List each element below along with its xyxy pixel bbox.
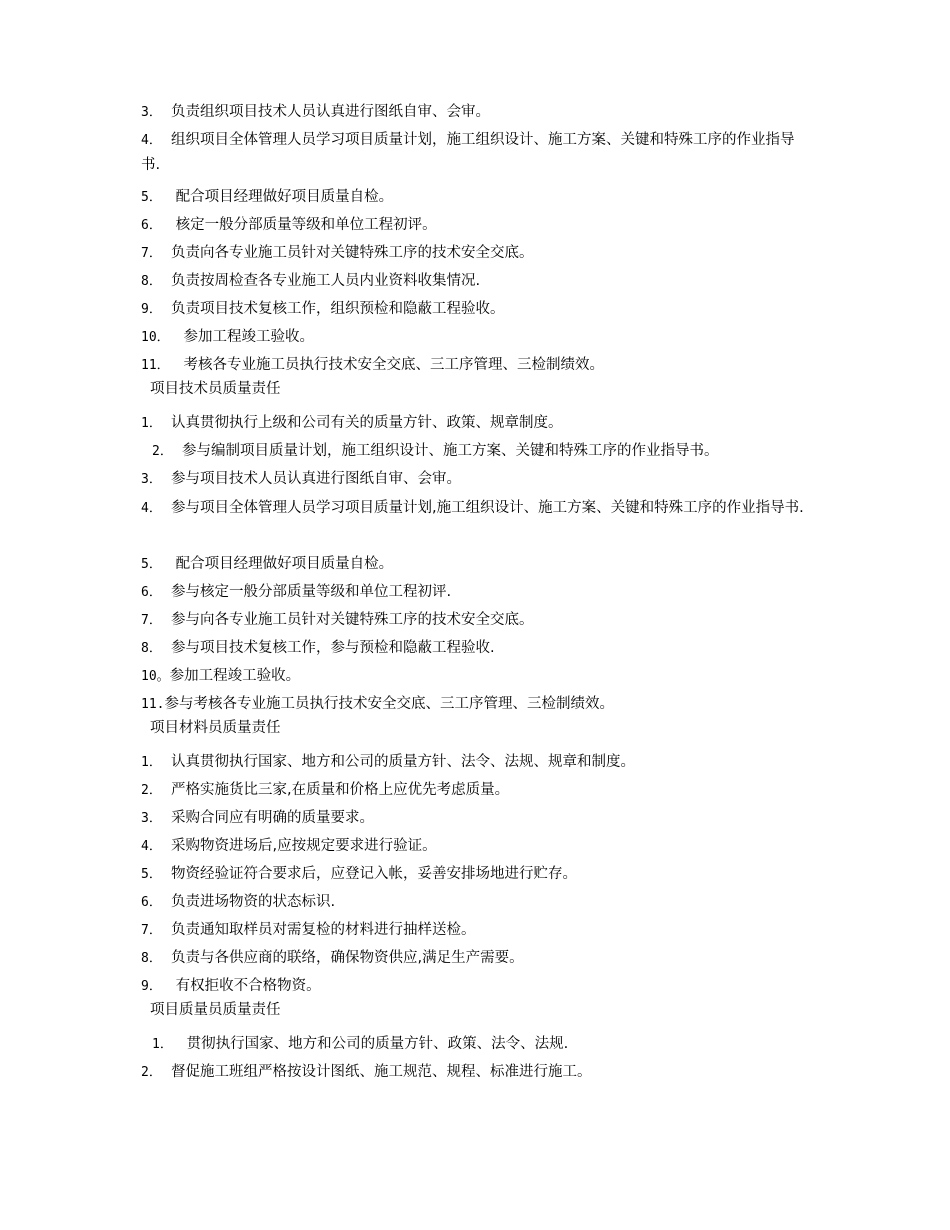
section-heading-quality-inspector: 项目质量员质量责任 — [150, 1002, 281, 1018]
list-item: 9． 负责项目技术复核工作，组织预检和隐蔽工程验收。 — [141, 301, 505, 317]
list-item: 9． 有权拒收不合格物资。 — [141, 978, 321, 994]
list-item: 3． 负责组织项目技术人员认真进行图纸自审、会审。 — [141, 104, 491, 120]
list-item: 2． 严格实施货比三家,在质量和价格上应优先考虑质量。 — [141, 782, 510, 798]
list-item: 7． 负责通知取样员对需复检的材料进行抽样送检。 — [141, 922, 476, 938]
list-item: 4． 组织项目全体管理人员学习项目质量计划，施工组织设计、施工方案、关键和特殊工序的作业指导书. — [141, 132, 795, 173]
list-item: 11.参与考核各专业施工员执行技术安全交底、三工序管理、三检制绩效。 — [141, 696, 614, 712]
section-heading-technician: 项目技术员质量责任 — [150, 381, 281, 397]
list-item: 11． 考核各专业施工员执行技术安全交底、三工序管理、三检制绩效。 — [141, 357, 604, 373]
list-item: 3． 参与项目技术人员认真进行图纸自审、会审。 — [141, 471, 462, 487]
list-item: 1． 认真贯彻执行国家、地方和公司的质量方针、法令、法规、规章和制度。 — [141, 754, 636, 770]
list-item: 7． 负责向各专业施工员针对关键特殊工序的技术安全交底。 — [141, 245, 534, 261]
list-item: 8． 负责按周检查各专业施工人员内业资料收集情况. — [141, 273, 481, 289]
list-item: 3． 采购合同应有明确的质量要求。 — [141, 810, 375, 826]
list-item: 8． 负责与各供应商的联络，确保物资供应,满足生产需要。 — [141, 950, 524, 966]
list-item: 4． 参与项目全体管理人员学习项目质量计划,施工组织设计、施工方案、关键和特殊工序的作业指导书. — [141, 500, 804, 516]
list-item: 6． 参与核定一般分部质量等级和单位工程初评. — [141, 584, 452, 600]
list-item: 8． 参与项目技术复核工作，参与预检和隐蔽工程验收. — [141, 640, 495, 656]
list-item: 1． 认真贯彻执行上级和公司有关的质量方针、政策、规章制度。 — [141, 415, 563, 431]
list-item: 7． 参与向各专业施工员针对关键特殊工序的技术安全交底。 — [141, 612, 534, 628]
list-item: 1． 贯彻执行国家、地方和公司的质量方针、政策、法令、法规. — [152, 1036, 569, 1052]
list-item: 5． 配合项目经理做好项目质量自检。 — [141, 556, 394, 572]
list-item: 6． 核定一般分部质量等级和单位工程初评。 — [141, 217, 437, 233]
list-item: 10． 参加工程竣工验收。 — [141, 329, 314, 345]
list-item: 5． 配合项目经理做好项目质量自检。 — [141, 189, 394, 205]
list-item: 2． 督促施工班组严格按设计图纸、施工规范、规程、标准进行施工。 — [141, 1064, 592, 1080]
section-heading-materials: 项目材料员质量责任 — [150, 720, 281, 736]
list-item: 2． 参与编制项目质量计划，施工组织设计、施工方案、关键和特殊工序的作业指导书。 — [152, 443, 719, 459]
list-item: 5． 物资经验证符合要求后，应登记入帐，妥善安排场地进行贮存。 — [141, 866, 578, 882]
list-item: 10。参加工程竣工验收。 — [141, 668, 301, 684]
list-item: 4． 采购物资进场后,应按规定要求进行验证。 — [141, 838, 437, 854]
list-item: 6． 负责进场物资的状态标识. — [141, 894, 336, 910]
